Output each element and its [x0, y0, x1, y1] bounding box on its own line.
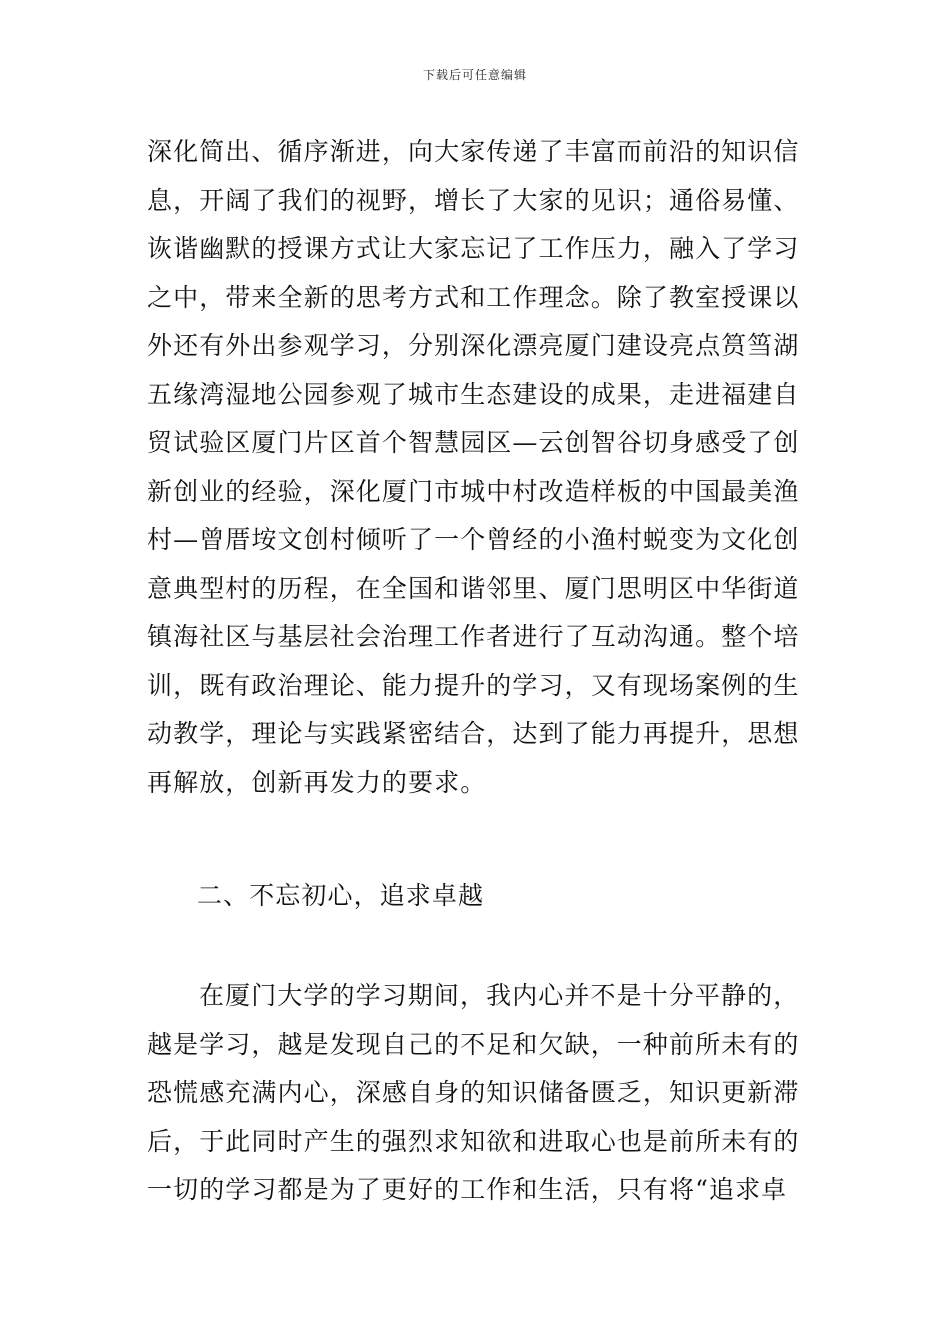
- text-line: 贸试验区厦门片区首个智慧园区—云创智谷切身感受了创: [147, 428, 800, 457]
- text-line: 村—曾厝垵文创村倾听了一个曾经的小渔村蜕变为文化创: [147, 525, 800, 554]
- text-line: 动教学，理论与实践紧密结合，达到了能力再提升，思想: [147, 719, 800, 748]
- text-line: 息，开阔了我们的视野，增长了大家的见识；通俗易懂、: [147, 185, 800, 215]
- section-heading: 二、不忘初心，追求卓越: [197, 881, 485, 910]
- text-line: 越是学习，越是发现自己的不足和欠缺，一种前所未有的: [147, 1029, 800, 1059]
- text-line: 之中，带来全新的思考方式和工作理念。除了教室授课以: [147, 282, 800, 312]
- text-line: 后，于此同时产生的强烈求知欲和进取心也是前所未有的: [147, 1126, 800, 1156]
- paragraph-2: [147, 972, 817, 1215]
- text-line: 恐慌感充满内心，深感自身的知识储备匮乏，知识更新滞: [147, 1078, 800, 1107]
- text-line: 诙谐幽默的授课方式让大家忘记了工作压力，融入了学习: [147, 234, 800, 263]
- text-line: 在厦门大学的学习期间，我内心并不是十分平静的，: [199, 981, 800, 1010]
- text-line: 五缘湾湿地公园参观了城市生态建设的成果，走进福建自: [147, 379, 800, 409]
- text-line: 一切的学习都是为了更好的工作和生活，只有将“追求卓: [147, 1175, 788, 1204]
- text-line: 新创业的经验，深化厦门市城中村改造样板的中国最美渔: [147, 476, 800, 506]
- text-line: 镇海社区与基层社会治理工作者进行了互动沟通。整个培: [147, 622, 800, 651]
- paragraph-1: [147, 128, 817, 807]
- header-note: 下载后可任意编辑: [422, 68, 527, 82]
- text-line: 深化简出、循序渐进，向大家传递了丰富而前沿的知识信: [147, 137, 800, 166]
- text-line: 意典型村的历程，在全国和谐邻里、厦门思明区中华街道: [147, 573, 800, 603]
- text-line: 再解放，创新再发力的要求。: [147, 767, 487, 797]
- text-line: 训，既有政治理论、能力提升的学习，又有现场案例的生: [147, 670, 800, 700]
- text-line: 外还有外出参观学习，分别深化漂亮厦门建设亮点筼筜湖: [147, 331, 800, 360]
